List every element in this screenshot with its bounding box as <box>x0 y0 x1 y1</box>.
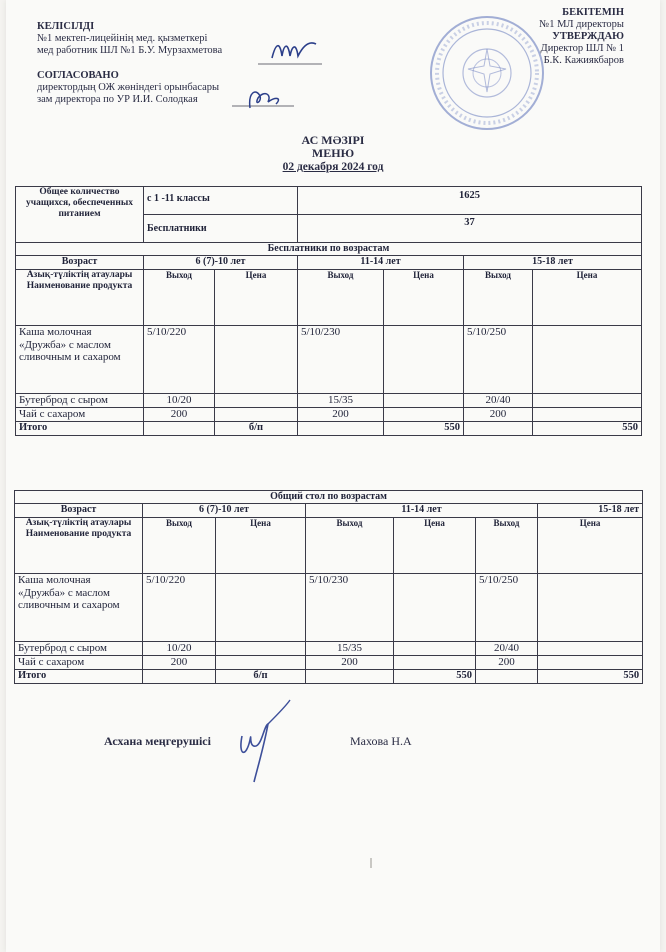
price-header: Цена <box>215 270 298 326</box>
table-row <box>16 326 642 394</box>
price-header: Цена <box>538 518 643 574</box>
free-meals-table <box>15 186 642 436</box>
age-group-3: 15-18 лет <box>538 504 643 518</box>
age-label: Возраст <box>15 504 143 518</box>
price-value <box>394 574 476 642</box>
medic-signature <box>258 34 328 70</box>
menu-date-text: 02 декабря 2024 год <box>282 161 384 173</box>
paper-mark <box>370 858 372 868</box>
total-empty <box>306 670 394 684</box>
output-header: Выход <box>143 518 216 574</box>
price-header: Цена <box>384 270 464 326</box>
price-value <box>215 394 298 408</box>
price-value <box>216 574 306 642</box>
output-header: Выход <box>144 270 215 326</box>
total-row <box>15 670 643 684</box>
price-value <box>384 326 464 394</box>
deputy-line-ru: зам директора по УР И.И. Солодкая <box>37 94 198 105</box>
total-label: Итого <box>16 422 144 436</box>
price-value <box>538 574 643 642</box>
age-label: Возраст <box>16 256 144 270</box>
canteen-head-signature <box>228 696 298 786</box>
output-value: 5/10/220 <box>144 326 215 394</box>
age-group-3: 15-18 лет <box>464 256 642 270</box>
output-header: Выход <box>476 518 538 574</box>
price-value <box>394 642 476 656</box>
table-row <box>16 394 642 408</box>
product-name-header: Азық-түліктің атаулары Наименование продукта <box>15 518 143 574</box>
free-meals-count: 37 <box>298 215 642 243</box>
canteen-head-name: Махова Н.А <box>350 734 412 748</box>
price-value <box>216 656 306 670</box>
price-value <box>216 642 306 656</box>
output-value: 200 <box>144 408 215 422</box>
output-value: 20/40 <box>464 394 533 408</box>
price-value <box>533 408 642 422</box>
total-empty <box>143 670 216 684</box>
age-group-2: 11-14 лет <box>306 504 538 518</box>
age-group-1: 6 (7)-10 лет <box>143 504 306 518</box>
output-value: 200 <box>464 408 533 422</box>
output-header: Выход <box>464 270 533 326</box>
output-header: Выход <box>306 518 394 574</box>
output-value: 5/10/220 <box>143 574 216 642</box>
price-value <box>538 656 643 670</box>
price-value <box>533 326 642 394</box>
price-value <box>215 326 298 394</box>
free-meals-label: Бесплатники <box>144 215 298 243</box>
medic-line-kz: №1 мектеп-лицейінің мед. қызметкері <box>37 33 208 44</box>
table-row <box>16 408 642 422</box>
output-value: 15/35 <box>298 394 384 408</box>
product-name: Каша молочная «Дружба» с маслом сливочным и сахаром <box>15 574 143 642</box>
age-group-2: 11-14 лет <box>298 256 464 270</box>
canteen-head-label: Асхана меңгерушісі <box>104 734 211 748</box>
price-value <box>533 394 642 408</box>
menu-date <box>0 161 666 174</box>
product-name: Бутерброд с сыром <box>16 394 144 408</box>
approve-title-ru: УТВЕРЖДАЮ <box>552 31 624 42</box>
director-line-ru: Директор ШЛ № 1 <box>540 43 624 54</box>
output-value: 5/10/250 <box>464 326 533 394</box>
price-value <box>215 408 298 422</box>
price-value <box>384 408 464 422</box>
output-value: 5/10/250 <box>476 574 538 642</box>
price-header: Цена <box>394 518 476 574</box>
total-row <box>16 422 642 436</box>
total-price-1: б/п <box>215 422 298 436</box>
output-value: 5/10/230 <box>298 326 384 394</box>
output-value: 20/40 <box>476 642 538 656</box>
output-value: 200 <box>476 656 538 670</box>
total-label: Итого <box>15 670 143 684</box>
product-name: Чай с сахаром <box>15 656 143 670</box>
price-value <box>394 656 476 670</box>
output-value: 200 <box>298 408 384 422</box>
total-price-3: 550 <box>538 670 643 684</box>
price-value <box>384 394 464 408</box>
total-students-label: Общее количество учащихся, обеспеченных питанием <box>16 187 144 243</box>
table-row <box>15 642 643 656</box>
general-meals-table <box>14 490 643 684</box>
output-value: 200 <box>143 656 216 670</box>
total-price-2: 550 <box>394 670 476 684</box>
total-price-2: 550 <box>384 422 464 436</box>
output-value: 200 <box>306 656 394 670</box>
output-value: 10/20 <box>144 394 215 408</box>
total-empty <box>298 422 384 436</box>
output-value: 5/10/230 <box>306 574 394 642</box>
general-by-age-title: Общий стол по возрастам <box>15 491 643 504</box>
agreed-title-ru: СОГЛАСОВАНО <box>37 70 119 81</box>
price-header: Цена <box>216 518 306 574</box>
total-empty <box>476 670 538 684</box>
product-name-header: Азық-түліктің атаулары Наименование продукта <box>16 270 144 326</box>
output-header: Выход <box>298 270 384 326</box>
approve-title-kz: БЕКІТЕМІН <box>562 7 624 18</box>
menu-title-kz: АС МӘЗІРІ <box>301 133 365 147</box>
director-line-kz: №1 МЛ директоры <box>539 19 624 30</box>
classes-range-label: с 1 -11 классы <box>144 187 298 215</box>
product-name: Чай с сахаром <box>16 408 144 422</box>
total-empty <box>464 422 533 436</box>
table-row <box>15 574 643 642</box>
deputy-line-kz: директордың ОЖ жөніндегі орынбасары <box>37 82 220 93</box>
age-group-1: 6 (7)-10 лет <box>144 256 298 270</box>
output-value: 10/20 <box>143 642 216 656</box>
total-empty <box>144 422 215 436</box>
free-by-age-title: Бесплатники по возрастам <box>16 243 642 256</box>
deputy-signature <box>232 84 296 114</box>
total-price-1: б/п <box>216 670 306 684</box>
approval-right-block <box>384 7 624 67</box>
menu-title-ru: МЕНЮ <box>311 146 355 160</box>
director-name: Б.К. Кажиякбаров <box>543 55 624 66</box>
medic-line-ru: мед работник ШЛ №1 Б.У. Мурзахметова <box>37 45 223 56</box>
product-name: Бутерброд с сыром <box>15 642 143 656</box>
agreed-title-kz: КЕЛІСІЛДІ <box>37 21 95 32</box>
product-name: Каша молочная «Дружба» с маслом сливочным и сахаром <box>16 326 144 394</box>
total-price-3: 550 <box>533 422 642 436</box>
output-value: 15/35 <box>306 642 394 656</box>
table-row <box>15 656 643 670</box>
price-value <box>538 642 643 656</box>
price-header: Цена <box>533 270 642 326</box>
classes-count: 1625 <box>298 187 642 215</box>
